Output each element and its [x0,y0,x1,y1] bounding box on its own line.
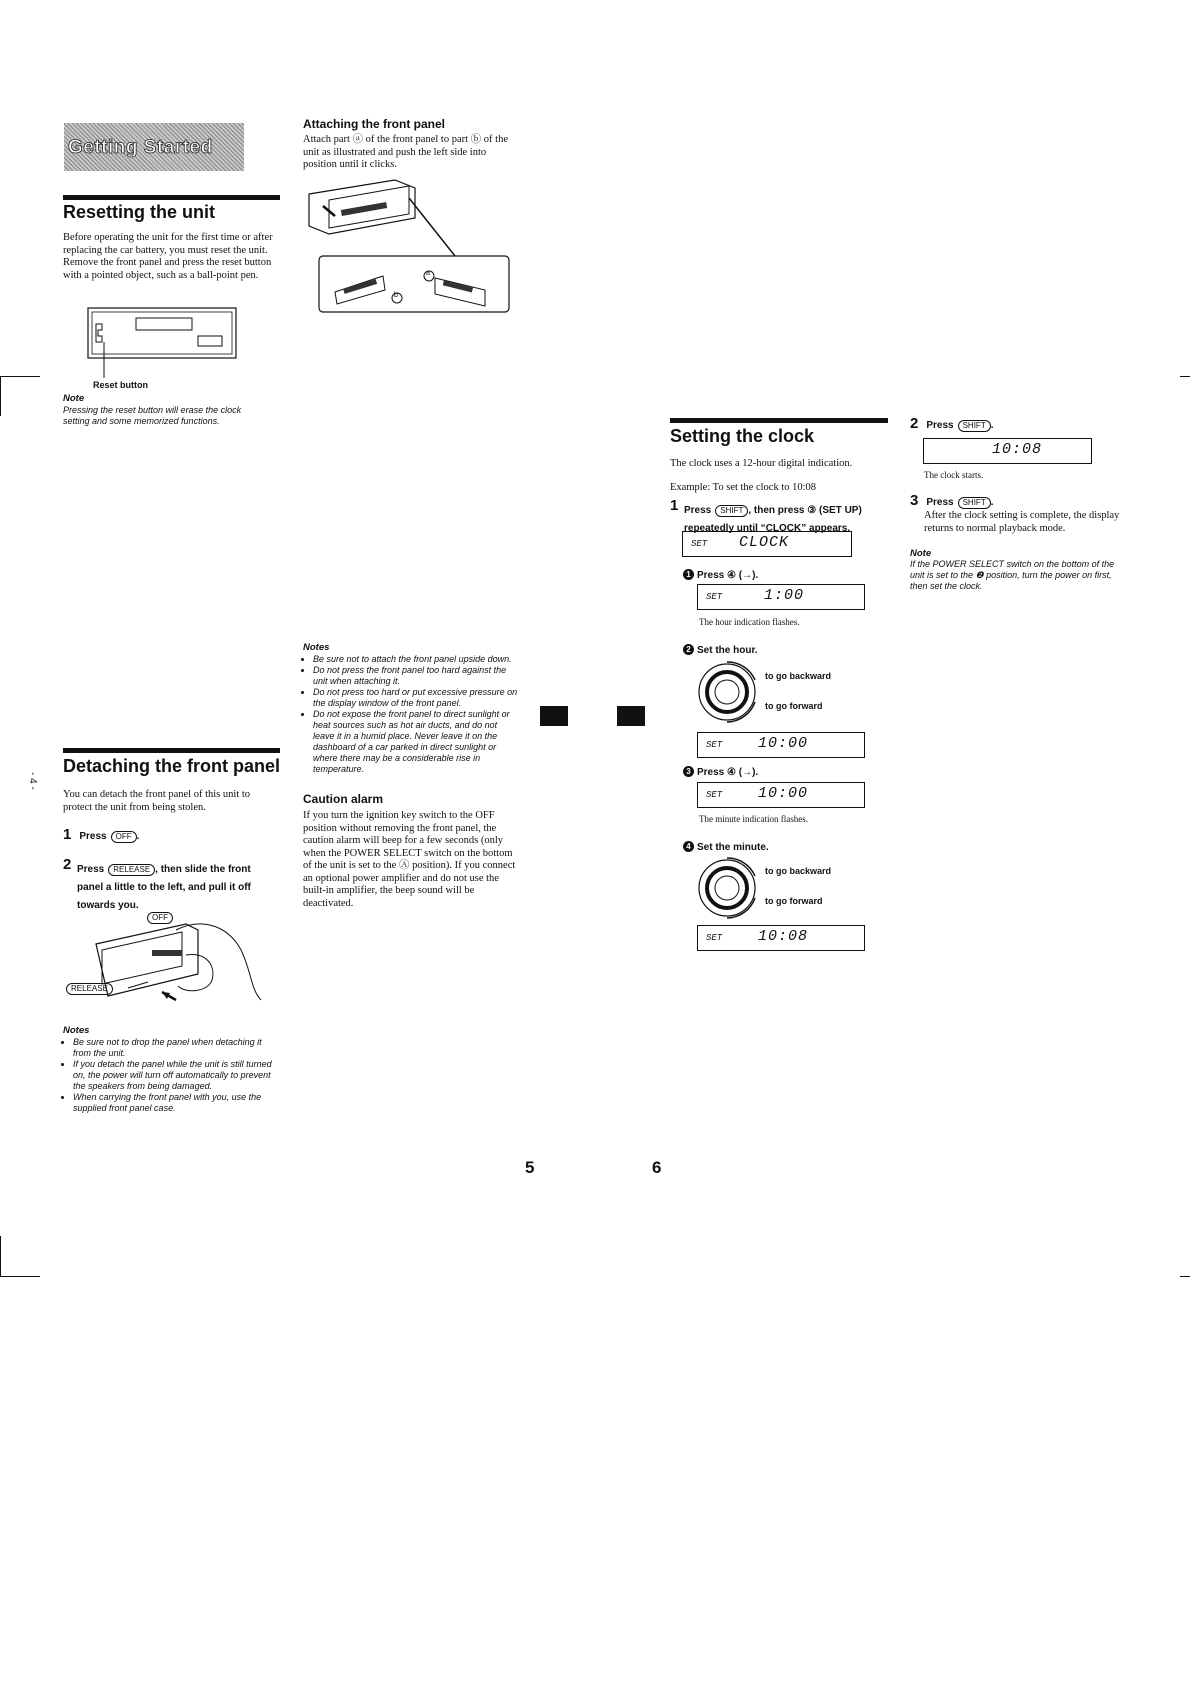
clock-substep-3 [683,766,758,778]
lcd-set-label: SET [706,790,723,800]
step-number: 1 [670,497,679,514]
lcd-value: CLOCK [739,534,790,551]
off-key: OFF [111,831,137,843]
step-number: 1 [63,826,72,843]
clock-title: Setting the clock [670,426,815,446]
fig-part-b: b [394,292,398,299]
lcd-set-label: SET [706,740,723,750]
substep-number: 3 [683,766,694,777]
clock-step-2 [910,415,993,433]
resetting-note: Pressing the reset button will erase the clock setting and some memorized functions. [63,405,242,426]
step-text-post: . [136,831,140,842]
rule-clock [670,418,888,423]
detaching-step-1 [63,826,139,844]
margin-page-mark: - 4 - [27,772,38,790]
lcd-value: 10:00 [758,785,809,802]
step-number: 3 [910,492,919,509]
detach-panel-figure [66,910,266,1012]
caption-hour-flashes: The hour indication flashes. [699,617,800,627]
lcd-value: 1:00 [764,587,805,604]
lcd-clock-start [923,438,1092,464]
registration-block-left [540,706,568,726]
page-number-right: 6 [652,1158,662,1177]
substep-number: 1 [683,569,694,580]
attaching-notes [303,654,521,775]
detaching-notes [63,1037,278,1114]
release-key: RELEASE [108,864,155,876]
lcd-minute-set [697,925,865,951]
caption-clock-starts: The clock starts. [924,470,984,480]
attaching-note-3: • Do not press too hard or put excessive pressure on the display window of the front panel. [313,687,521,709]
resetting-note-label: Note [63,393,85,404]
fig-off-key: OFF [147,912,173,924]
detaching-step-2 [63,856,273,913]
attaching-note-2: • Do not press the front panel too hard against the unit when attaching it. [313,665,521,687]
rule-detaching [63,748,280,753]
lcd-minute [697,782,865,808]
lcd-value: 10:00 [758,735,809,752]
clock-substep-2 [683,644,758,656]
shift-key: SHIFT [958,420,991,432]
attaching-body: Attach part ⓐ of the front panel to part ⓑ of the unit as illustrated and push the left side into position until it clicks. [303,134,508,170]
clock-note-label: Note [910,548,932,559]
resetting-title: Resetting the unit [63,202,215,222]
knob-forward-label: to go forward [765,701,823,711]
step-number: 2 [63,856,72,873]
clock-intro: The clock uses a 12-hour digital indication. [670,458,853,469]
crop-mark-left-top [0,376,40,377]
lcd-hour-set [697,732,865,758]
detaching-notes-label: Notes [63,1025,90,1036]
lcd-set-label: SET [706,592,723,602]
substep-text: Set the minute. [697,842,769,853]
clock-substep-4 [683,841,769,853]
resetting-body: Before operating the unit for the first time or after replacing the car battery, you must reset the unit. Remove the front panel and press the reset button with a pointed object, such as a ball-point pen. [63,232,273,281]
step-text-mid: , then press ③ (SET UP) repeatedly until “CLOCK” appears. [684,505,862,534]
fig-release-key: RELEASE [66,983,113,995]
lcd-value: 10:08 [992,441,1043,458]
clock-step-3 [910,492,1125,535]
crop-mark-left-bottom-v [0,1236,1,1276]
knob-backward-label: to go backward [765,671,832,681]
shift-key: SHIFT [958,497,991,509]
banner-text: Getting Started [68,137,213,158]
page-number-left: 5 [525,1158,535,1177]
substep-number: 4 [683,841,694,852]
substep-number: 2 [683,644,694,655]
detaching-note-2: • If you detach the panel while the unit is still turned on, the power will turn off automatically to prevent the speakers from being damaged. [73,1059,278,1092]
crop-mark-left-bottom [0,1276,40,1277]
knob-forward-label: to go forward [765,896,823,906]
detaching-note-3: • When carrying the front panel with you, use the supplied front panel case. [73,1092,278,1114]
jog-dial-icon [697,658,757,724]
shift-key: SHIFT [715,505,748,517]
step-text-pre: Press [79,831,107,842]
step-text-post: . [990,497,994,508]
attaching-note-1: • Be sure not to attach the front panel upside down. [313,654,521,665]
jog-dial-icon [697,854,757,920]
step-text-pre: Press [684,505,712,516]
lcd-set-label: SET [706,933,723,943]
step-text-post: . [990,420,994,431]
caption-minute-flashes: The minute indication flashes. [699,814,808,824]
detaching-note-1: • Be sure not to drop the panel when detaching it from the unit. [73,1037,278,1059]
clock-substep-1 [683,569,758,581]
registration-block-right [617,706,645,726]
getting-started-banner [64,123,244,171]
step-number: 2 [910,415,919,432]
step-text-pre: Press [926,497,954,508]
substep-text: Set the hour. [697,645,758,656]
fig-part-a: a [426,270,430,277]
lcd-value: 10:08 [758,928,809,945]
detaching-body: You can detach the front panel of this unit to protect the unit from being stolen. [63,789,251,813]
step-text-pre: Press [926,420,954,431]
lcd-clock [682,531,852,557]
substep-text: Press ④ (→). [697,570,759,581]
caution-title: Caution alarm [303,792,384,806]
step3-body: After the clock setting is complete, the display returns to normal playback mode. [924,510,1120,534]
knob-backward-label: to go backward [765,866,832,876]
reset-button-label: Reset button [93,380,148,390]
rule-resetting [63,195,280,200]
attaching-notes-label: Notes [303,642,330,653]
attaching-note-4: • Do not expose the front panel to direct sunlight or heat sources such as hot air ducts, and do not leave it in a humid place. Never leave it on the dashboard of a car parked in direct sunlight or where there may be a considerable rise in temperature. [313,709,521,775]
caution-body: If you turn the ignition key switch to the OFF position without removing the front panel, the caution alarm will beep for a few seconds (only when the POWER SELECT switch on the bottom of the unit is set to the Ⓐ position). If you connect an optional power amplifier and do not use the built-in amplifier, the beep sound will be deactivated. [303,810,516,909]
clock-example: Example: To set the clock to 10:08 [670,482,817,493]
detaching-title: Detaching the front panel [63,756,281,776]
substep-text: Press ④ (→). [697,767,759,778]
crop-mark-left-top-v [0,376,1,416]
step-text-pre: Press [77,864,105,875]
step-text-post: , then slide the front panel a little to the left, and pull it off towards you. [77,864,251,911]
attaching-title: Attaching the front panel [303,117,445,131]
lcd-set-label: SET [691,539,708,549]
crop-mark-right-bottom [1180,1276,1190,1277]
attach-panel-figure [305,178,510,313]
lcd-hour [697,584,865,610]
crop-mark-right-top [1180,376,1190,377]
clock-note: If the POWER SELECT switch on the bottom of the unit is set to the ❷ position, turn the power on first, then set the clock. [910,559,1115,591]
